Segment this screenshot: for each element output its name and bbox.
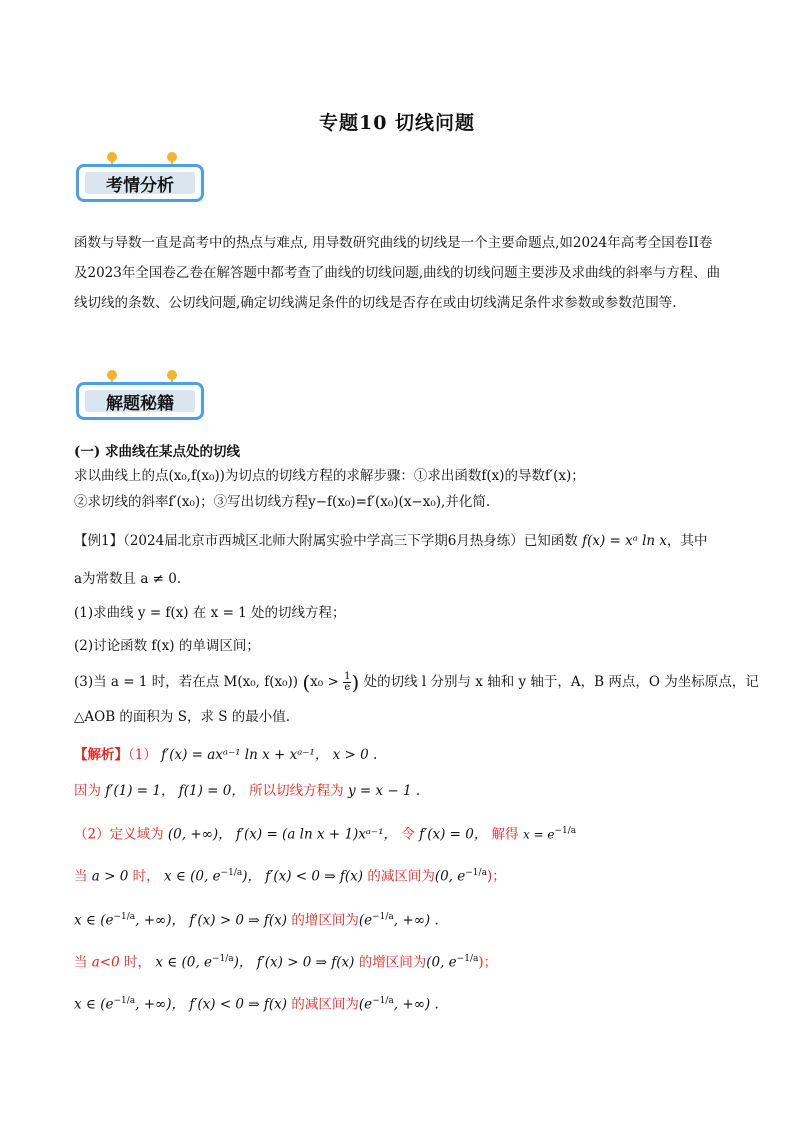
question-1: (1)求曲线 y = f(x) 在 x = 1 处的切线方程； [74,605,346,621]
solution-text: 解得 [491,826,519,843]
fraction-num: 1 [344,671,351,682]
example-line [74,530,708,552]
solution-math: x ∈ (0, e [155,954,212,971]
section-heading: (一) 求曲线在某点处的切线 [74,444,240,460]
solution-math: x ∈ (e [74,996,114,1013]
solution-text: 的减区间为 [291,996,359,1013]
analysis-paragraph: 函数与导数一直是高考中的热点与难点, 用导数研究曲线的切线是一个主要命题点,如2024年高考全国卷II卷及2023年全国卷乙卷在解答题中都考查了曲线的切线问题,曲线的切线问题主要涉及求曲线的斜率与方程、曲线切线的条数、公切线问题,确定切线满足条件的切线是否存在或由切线满足条件求参数或参数范围等. [74,235,721,311]
section-badge-analysis [76,158,206,196]
solution-text: 的减区间为 [367,868,435,885]
solution-math: (e [358,912,373,929]
exponent: −1/a [456,954,479,964]
example-condition: a为常数且 a ≠ 0. [74,571,182,587]
solution-text: 令 [401,826,415,843]
solution-math: x = e [522,827,555,842]
pin-icon [107,370,117,380]
solution-text: 当 [74,954,88,971]
example-tag: 【例1】 [74,533,124,549]
solution-line-4 [74,862,506,888]
example-function: f(x) = xᵃ ln x [582,533,668,549]
condition-paren: ) [351,670,360,695]
fraction-den: e [344,682,351,693]
pin-icon [167,370,177,380]
exponent: −1/a [113,912,136,922]
solution-math: , +∞) . [393,996,439,1013]
question-2: (2)讨论函数 f(x) 的单调区间； [74,638,260,654]
example-tail: ，其中 [667,533,708,549]
step-text: 求以曲线上的点(x₀,f(x₀))为切点的切线方程的求解步骤：①求出函数f(x)的导数f′(x)； [74,468,585,484]
pin-icon [107,152,117,162]
pin-icon [167,152,177,162]
solution-text: )； [478,954,498,971]
solution-math: f′(x) = axᵃ⁻¹ ln x + xᵃ⁻¹， x > 0 . [161,747,378,763]
solution-math: x ∈ (e [74,912,114,929]
solution-math: f′(x) = 0， [419,826,488,843]
solution-tag: 【解析】 [74,747,128,763]
solution-math: a > 0 [91,868,129,885]
section-badge-secrets [76,376,206,414]
solution-line-7 [74,990,439,1016]
example-source: （2024届北京市西城区北师大附属实验中学高三下学期6月热身练）已知函数 [123,533,578,549]
question-3-part: 处的切线 l 分别与 x 轴和 y 轴于，A，B 两点，O 为坐标原点，记 [363,674,759,690]
solution-math: )， f′(x) > 0 ⇒ f(x) [233,954,355,971]
solution-line-2 [74,780,420,802]
solution-line-3 [74,820,576,846]
solution-math: , +∞) . [393,912,439,929]
solution-math: (0, e [434,868,466,885]
solution-math: )， f′(x) < 0 ⇒ f(x) [242,868,364,885]
solution-text: 当 [74,868,88,885]
exponent: −1/a [211,954,234,964]
solution-math: (0, e [426,954,457,971]
solution-text: （1） [128,747,157,763]
badge-label: 考情分析 [85,172,195,194]
solution-line-5 [74,906,439,932]
solution-text: （2）定义域为 [74,826,164,843]
badge-label: 解题秘籍 [85,390,195,412]
exponent: −1/a [465,868,487,878]
solution-math: y = x − 1 . [347,783,421,799]
exponent: −1/a [220,868,243,878]
solution-math: , +∞)， f′(x) < 0 ⇒ f(x) [135,996,288,1013]
exponent: −1/a [554,826,577,836]
condition-paren: ( [302,670,311,695]
solution-math: (0, +∞)， f′(x) = (a ln x + 1)xᵃ⁻¹， [167,826,398,843]
solution-line-1 [74,744,377,766]
condition-text: x₀ > [310,674,339,690]
solution-math: , +∞)， f′(x) > 0 ⇒ f(x) [135,912,288,929]
question-3-continued: △AOB 的面积为 S，求 S 的最小值. [74,709,291,725]
page-title: 专题10 切线问题 [318,112,476,134]
solution-text: 因为 [74,783,101,799]
solution-text: 的增区间为 [291,912,359,929]
solution-math: (e [358,996,373,1013]
exponent: −1/a [372,912,394,922]
solution-text: )； [486,868,506,885]
step-text: ②求切线的斜率f′(x₀)；③写出切线方程y−f(x₀)=f′(x₀)(x−x₀),并化简. [74,494,491,510]
solution-math: x ∈ (0, e [163,868,221,885]
solution-text: 时， [132,868,160,885]
solution-text: 时， [124,954,152,971]
question-3 [74,671,759,694]
solution-text: 的增区间为 [358,954,427,971]
exponent: −1/a [113,996,136,1006]
solution-line-6 [74,948,497,974]
question-3-part: (3)当 a = 1 时，若在点 M(x₀, f(x₀)) [74,674,299,690]
solution-text: 所以切线方程为 [249,783,344,799]
exponent: −1/a [372,996,394,1006]
solution-math: a<0 [91,954,120,971]
solution-math: f′(1) = 1， f(1) = 0， [105,783,245,799]
